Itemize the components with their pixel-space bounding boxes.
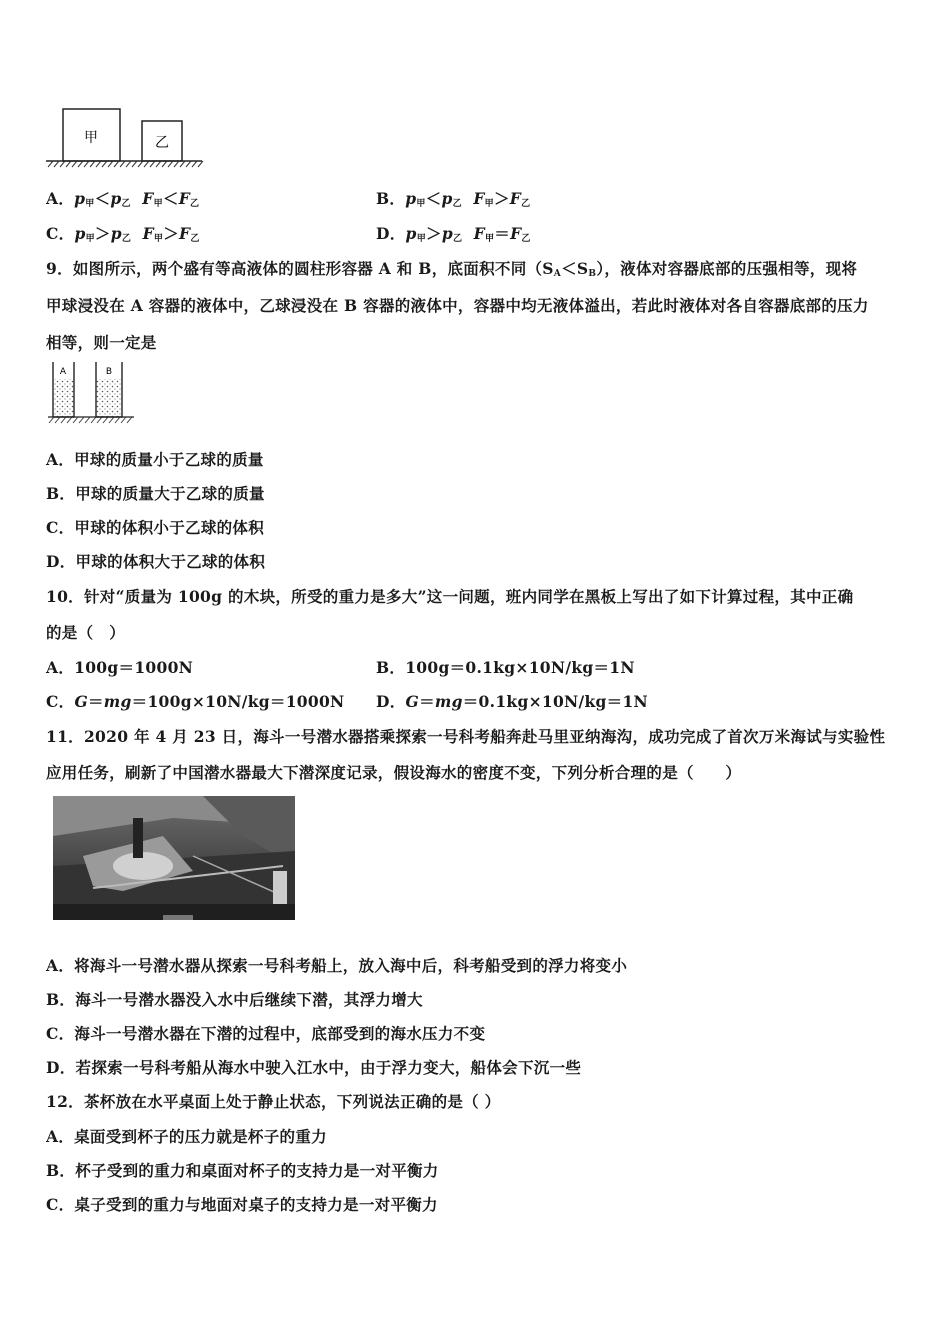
q10-option-c: C．G＝mg＝100g×10N/kg＝1000N <box>46 692 345 711</box>
q11-option-c: C．海斗一号潜水器在下潜的过程中，底部受到的海水压力不变 <box>46 1024 486 1043</box>
containers-figure <box>46 360 138 426</box>
q9-question-line-2: 甲球浸没在 A 容器的液体中，乙球浸没在 B 容器的液体中，容器中均无液体溢出，若此时液体对各自容器底部的压力 <box>46 296 869 315</box>
q9-option-b: B．甲球的质量大于乙球的质量 <box>46 484 265 503</box>
q10-option-a: A．100g＝1000N <box>46 658 194 677</box>
q10-question-line-2: 的是（ ） <box>46 623 126 642</box>
q11-option-b: B．海斗一号潜水器没入水中后继续下潜，其浮力增大 <box>46 990 423 1009</box>
q9-question-line-3: 相等，则一定是 <box>46 333 157 352</box>
q12-option-c: C．桌子受到的重力与地面对桌子的支持力是一对平衡力 <box>46 1195 438 1214</box>
q12-question-line-1: 12．茶杯放在水平桌面上处于静止状态，下列说法正确的是（ ） <box>46 1092 501 1111</box>
q11-question-line-2: 应用任务，刷新了中国潜水器最大下潜深度记录，假设海水的密度不变，下列分析合理的是（ ） <box>46 763 742 782</box>
q11-option-a: A．将海斗一号潜水器从探索一号科考船上，放入海中后，科考船受到的浮力将变小 <box>46 956 628 975</box>
block-yi-label: 乙 <box>155 135 169 151</box>
submersible-photo <box>53 796 295 920</box>
block-jia-label: 甲 <box>84 130 98 146</box>
q9-option-d: D．甲球的体积大于乙球的体积 <box>46 552 266 571</box>
q9-option-a: A．甲球的质量小于乙球的质量 <box>46 450 264 469</box>
container-b-label: B <box>105 367 113 377</box>
q8-option-a: A．$p_甲<p_乙$ $F_甲<F_乙$ <box>46 189 200 209</box>
q10-question-line-1: 10．针对“质量为 100g 的木块，所受的重力是多大”这一问题，班内同学在黑板上写出了如下计算过程，其中正确 <box>46 587 854 606</box>
q11-option-d: D．若探索一号科考船从海水中驶入江水中，由于浮力变大，船体会下沉一些 <box>46 1058 582 1077</box>
q12-option-a: A．桌面受到杯子的压力就是杯子的重力 <box>46 1127 327 1146</box>
q9-question-line-1: 9．如图所示，两个盛有等高液体的圆柱形容器 A 和 B，底面积不同$(S_A<S_B)$，液体对容器底部的压强相等，现将 <box>46 259 858 279</box>
q12-option-b: B．杯子受到的重力和桌面对杯子的支持力是一对平衡力 <box>46 1161 439 1180</box>
blocks-figure <box>44 106 206 170</box>
q10-option-b: B．100g＝0.1kg×10N/kg＝1N <box>376 658 635 677</box>
q11-question-line-1: 11．2020 年 4 月 23 日，海斗一号潜水器搭乘探索一号科考船奔赴马里亚纳海沟，成功完成了首次万米海试与实验性 <box>46 727 886 746</box>
q8-option-b: B．$p_甲<p_乙$ $F_甲>F_乙$ <box>376 189 531 209</box>
container-a-label: A <box>59 367 67 377</box>
q9-option-c: C．甲球的体积小于乙球的体积 <box>46 518 265 537</box>
q10-option-d: D．G＝mg＝0.1kg×10N/kg＝1N <box>376 692 649 711</box>
q8-option-d: D．$p_甲>p_乙$ $F_甲=F_乙$ <box>376 224 531 244</box>
q8-option-c: C．$p_甲>p_乙$ $F_甲>F_乙$ <box>46 224 200 244</box>
